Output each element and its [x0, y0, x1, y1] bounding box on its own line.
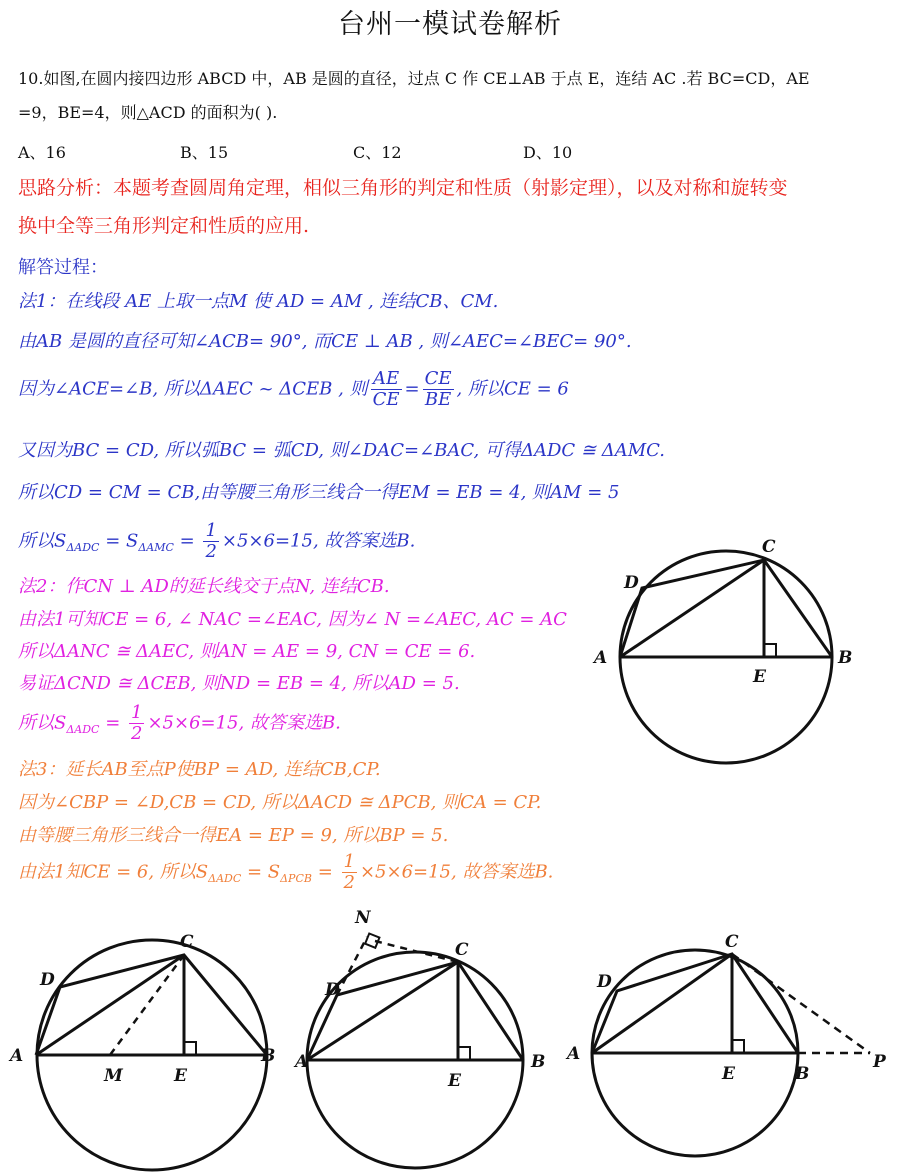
label-b: B: [261, 1046, 276, 1066]
option-c: C、12: [353, 143, 402, 162]
label-d: D: [40, 970, 55, 990]
method2-line-3: 所以ΔANC ≅ ΔAEC, 则AN = AE = 9, CN = CE = 6.: [18, 641, 476, 662]
problem-line-2: =9，BE=4，则△ACD 的面积为( ).: [18, 103, 278, 122]
fraction-half: [342, 852, 357, 893]
fraction-half: [129, 703, 144, 744]
label-c: C: [762, 537, 776, 557]
label-d: D: [597, 972, 612, 992]
problem-line-1: 10.如图,在圆内接四边形 ABCD 中，AB 是圆的直径，过点 C 作 CE⊥AB 于点 E，连结 AC .若 BC=CD，AE: [18, 69, 810, 88]
figure-method-1: [8, 915, 288, 1170]
fraction-denominator: 2: [131, 723, 143, 744]
analysis-line-1: 思路分析：本题考查圆周角定理，相似三角形的判定和性质（射影定理），以及对称和旋转变: [18, 177, 788, 199]
main-figure: [590, 537, 853, 770]
fraction-numerator: 1: [131, 702, 143, 723]
fraction-denominator: 2: [205, 541, 217, 562]
label-e: E: [753, 667, 766, 687]
right-angle-mark: [458, 1047, 470, 1060]
analysis-line-2: 换中全等三角形判定和性质的应用.: [18, 215, 310, 237]
label-a: A: [295, 1052, 309, 1072]
quadrilateral-sides: [592, 954, 798, 1053]
fraction-numerator: CE: [424, 368, 452, 389]
label-e: E: [722, 1064, 735, 1084]
page-title: 台州一模试卷解析: [338, 9, 562, 40]
equals-sign: =: [404, 378, 420, 400]
method1-line-6: [18, 521, 415, 562]
fraction-denominator: 2: [343, 872, 355, 893]
right-angle-mark-n: [365, 933, 379, 947]
method1-line-3-suffix: , 所以CE = 6: [456, 378, 569, 400]
label-e: E: [448, 1071, 461, 1091]
label-a: A: [10, 1046, 24, 1066]
fraction-ce-be: [423, 369, 454, 410]
method1-line-4: 又因为BC = CD, 所以弧BC = 弧CD, 则∠DAC=∠BAC, 可得ΔADC ≅ ΔAMC.: [18, 440, 665, 461]
text-part: ×5×6=15, 故答案选B.: [221, 530, 416, 552]
segment-ac: [620, 560, 764, 657]
method2-line-2: 由法1可知CE = 6, ∠ NAC =∠EAC, 因为∠ N =∠AEC, AC = AC: [18, 609, 567, 630]
segment-cn-dashed: [375, 941, 458, 962]
subscript: ΔADC: [66, 723, 100, 737]
option-b: B、15: [180, 143, 229, 162]
label-b: B: [795, 1064, 810, 1084]
method2-line-1: 法2：作CN ⊥ AD的延长线交于点N, 连结CB.: [18, 576, 390, 597]
method2-line-5: [18, 703, 341, 744]
method1-line-3-prefix: 因为∠ACE=∠B, 所以ΔAEC ~ ΔCEB , 则: [18, 378, 368, 400]
text-part: 由法1知CE = 6, 所以S: [18, 861, 209, 883]
label-n: N: [355, 908, 371, 928]
text-part: =: [99, 712, 126, 734]
method2-line-4: 易证ΔCND ≅ ΔCEB, 则ND = EB = 4, 所以AD = 5.: [18, 673, 460, 694]
fraction-numerator: 1: [343, 851, 355, 872]
label-c: C: [725, 932, 739, 952]
label-b: B: [531, 1052, 546, 1072]
label-d: D: [624, 573, 639, 593]
text-part: ×5×6=15, 故答案选B.: [147, 712, 341, 734]
label-b: B: [838, 648, 853, 668]
fraction-half: [203, 521, 218, 562]
option-d: D、10: [523, 143, 573, 162]
method1-line-1: 法1：在线段 AE 上取一点M 使 AD = AM , 连结CB、CM.: [18, 291, 499, 312]
fraction-numerator: AE: [371, 369, 402, 390]
figure-method-2: [295, 905, 555, 1170]
method3-line-4: [18, 852, 553, 893]
method3-line-2: 因为∠CBP = ∠D,CB = CD, 所以ΔACD ≅ ΔPCB, 则CA = CP.: [18, 792, 542, 813]
label-p: P: [873, 1052, 886, 1072]
text-part: = S: [99, 530, 139, 552]
label-c: C: [180, 932, 194, 952]
label-d: D: [325, 980, 340, 1000]
method3-line-1: 法3：延长AB至点P使BP = AD, 连结CB,CP.: [18, 759, 381, 780]
option-a: A、16: [18, 143, 66, 162]
label-a: A: [567, 1044, 581, 1064]
segment-ac: [36, 955, 184, 1055]
quadrilateral-sides: [620, 560, 832, 657]
text-part: 所以S: [18, 530, 67, 552]
label-c: C: [455, 940, 469, 960]
text-part: = S: [241, 861, 281, 883]
right-angle-mark: [732, 1040, 744, 1053]
method1-line-5: 所以CD = CM = CB,由等腰三角形三线合一得EM = EB = 4, 则AM = 5: [18, 482, 620, 503]
fraction-denominator: BE: [424, 389, 452, 410]
method3-line-3: 由等腰三角形三线合一得EA = EP = 9, 所以BP = 5.: [18, 825, 449, 846]
label-e: E: [174, 1066, 187, 1086]
fraction-denominator: CE: [372, 389, 400, 410]
quadrilateral-sides: [307, 962, 523, 1060]
fraction-ae-ce: [371, 369, 402, 410]
text-part: ×5×6=15, 故答案选B.: [359, 861, 554, 883]
subscript: ΔAMC: [138, 541, 174, 555]
quadrilateral-sides: [36, 955, 267, 1055]
subscript: ΔADC: [208, 872, 242, 886]
subscript: ΔPCB: [280, 872, 312, 886]
text-part: =: [173, 530, 201, 552]
subscript: ΔADC: [66, 541, 100, 555]
method1-line-2: 由AB 是圆的直径可知∠ACB= 90°, 而CE ⊥ AB , 则∠AEC=∠BEC= 90°.: [18, 331, 632, 352]
label-m: M: [104, 1066, 123, 1086]
text-part: =: [311, 861, 339, 883]
label-a: A: [594, 648, 608, 668]
figure-method-3: [565, 925, 895, 1170]
method1-line-3: [18, 369, 569, 410]
text-part: 所以S: [18, 712, 67, 734]
fraction-numerator: 1: [205, 520, 217, 541]
solution-heading: 解答过程：: [18, 257, 108, 278]
right-angle-mark: [764, 644, 776, 657]
right-angle-mark: [184, 1042, 196, 1055]
